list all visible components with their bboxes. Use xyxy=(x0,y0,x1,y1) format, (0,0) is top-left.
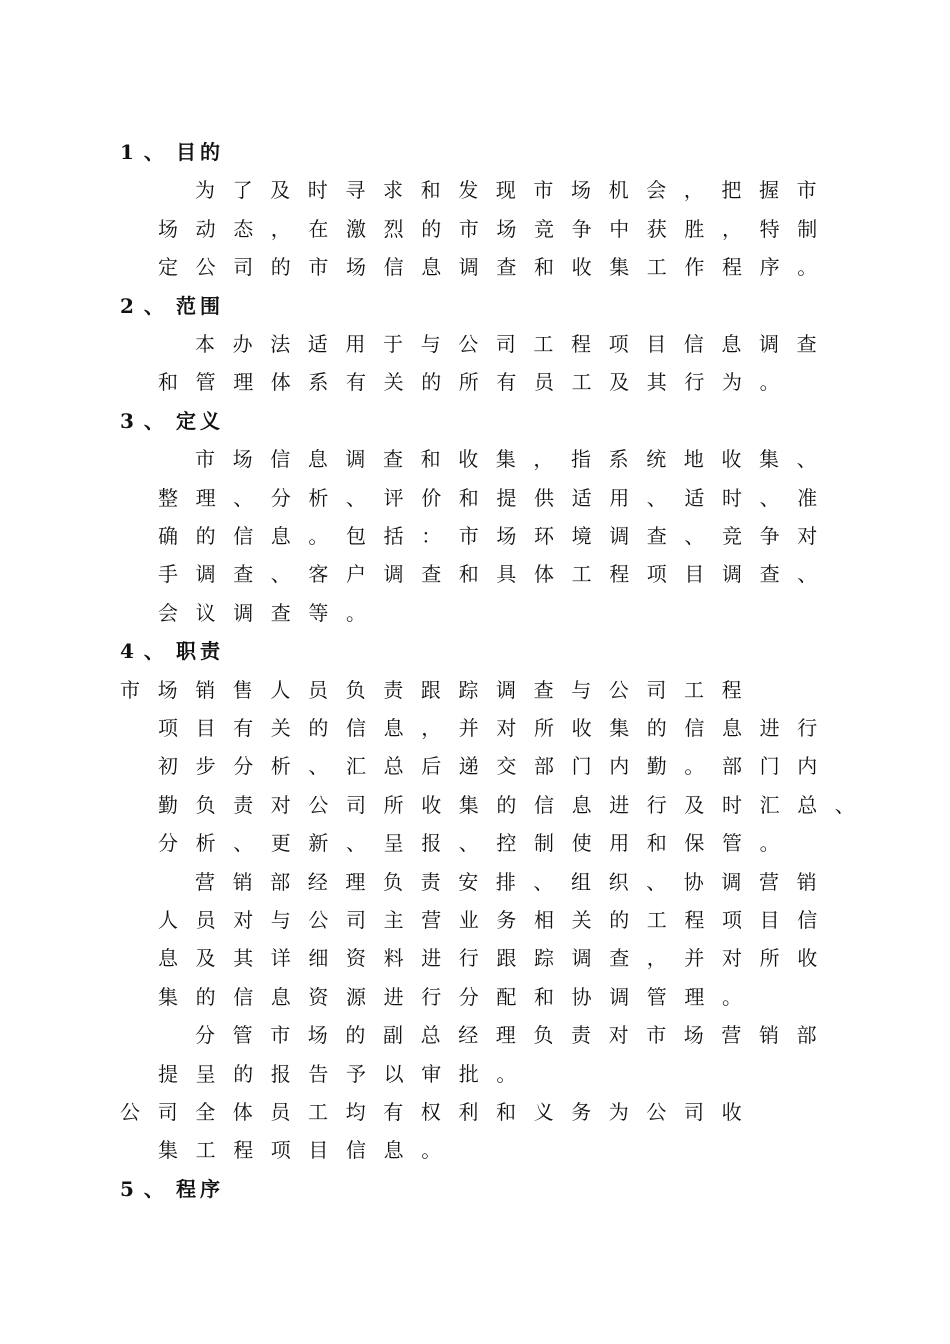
paragraph-line: 勤负责对公司所收集的信息进行及时汇总、 xyxy=(158,792,873,817)
paragraph-line: 提呈的报告予以审批。 xyxy=(158,1061,534,1086)
paragraph-line: 会议调查等。 xyxy=(158,600,384,625)
section-title: 目的 xyxy=(176,140,224,164)
paragraph-line: 整理、分析、评价和提供适用、适时、准 xyxy=(158,485,835,510)
section-title: 程序 xyxy=(176,1176,224,1201)
section-title: 范围 xyxy=(176,293,224,318)
paragraph-line: 定公司的市场信息调查和收集工作程序。 xyxy=(158,255,835,280)
paragraph-line: 为了及时寻求和发现市场机会，把握市 xyxy=(195,178,835,203)
paragraph-line: 确的信息。包括：市场环境调查、竞争对 xyxy=(158,524,835,548)
paragraph-line: 营销部经理负责安排、组织、协调营销 xyxy=(195,869,835,894)
paragraph-line: 初步分析、汇总后递交部门内勤。部门内 xyxy=(158,754,835,779)
paragraph-line: 集工程项目信息。 xyxy=(158,1138,459,1163)
paragraph-line: 本办法适用于与公司工程项目信息调查 xyxy=(195,332,835,356)
paragraph-line: 和管理体系有关的所有员工及其行为。 xyxy=(158,370,798,395)
section-number: 4、 xyxy=(120,639,174,664)
paragraph-line: 分管市场的副总经理负责对市场营销部 xyxy=(195,1023,835,1048)
section-number: 2、 xyxy=(120,293,174,318)
section-number: 5、 xyxy=(120,1176,174,1201)
section-title: 职责 xyxy=(176,639,224,664)
section-title: 定义 xyxy=(176,408,224,433)
paragraph-line: 息及其详细资料进行跟踪调查，并对所收 xyxy=(158,946,835,971)
section-number: 1、 xyxy=(120,140,174,164)
section-number: 3、 xyxy=(120,408,174,433)
paragraph-line: 分析、更新、呈报、控制使用和保管。 xyxy=(158,831,798,856)
paragraph-line: 手调查、客户调查和具体工程项目调查、 xyxy=(158,562,835,587)
paragraph-line: 项目有关的信息，并对所收集的信息进行 xyxy=(158,716,835,740)
paragraph-line: 公司全体员工均有权利和义务为公司收 xyxy=(120,1100,760,1124)
paragraph-line: 人员对与公司主营业务相关的工程项目信 xyxy=(158,908,835,932)
paragraph-line: 市场销售人员负责跟踪调查与公司工程 xyxy=(120,677,760,702)
paragraph-line: 场动态，在激烈的市场竞争中获胜，特制 xyxy=(158,216,835,241)
paragraph-line: 市场信息调查和收集，指系统地收集、 xyxy=(195,447,835,472)
paragraph-line: 集的信息资源进行分配和协调管理。 xyxy=(158,984,760,1009)
